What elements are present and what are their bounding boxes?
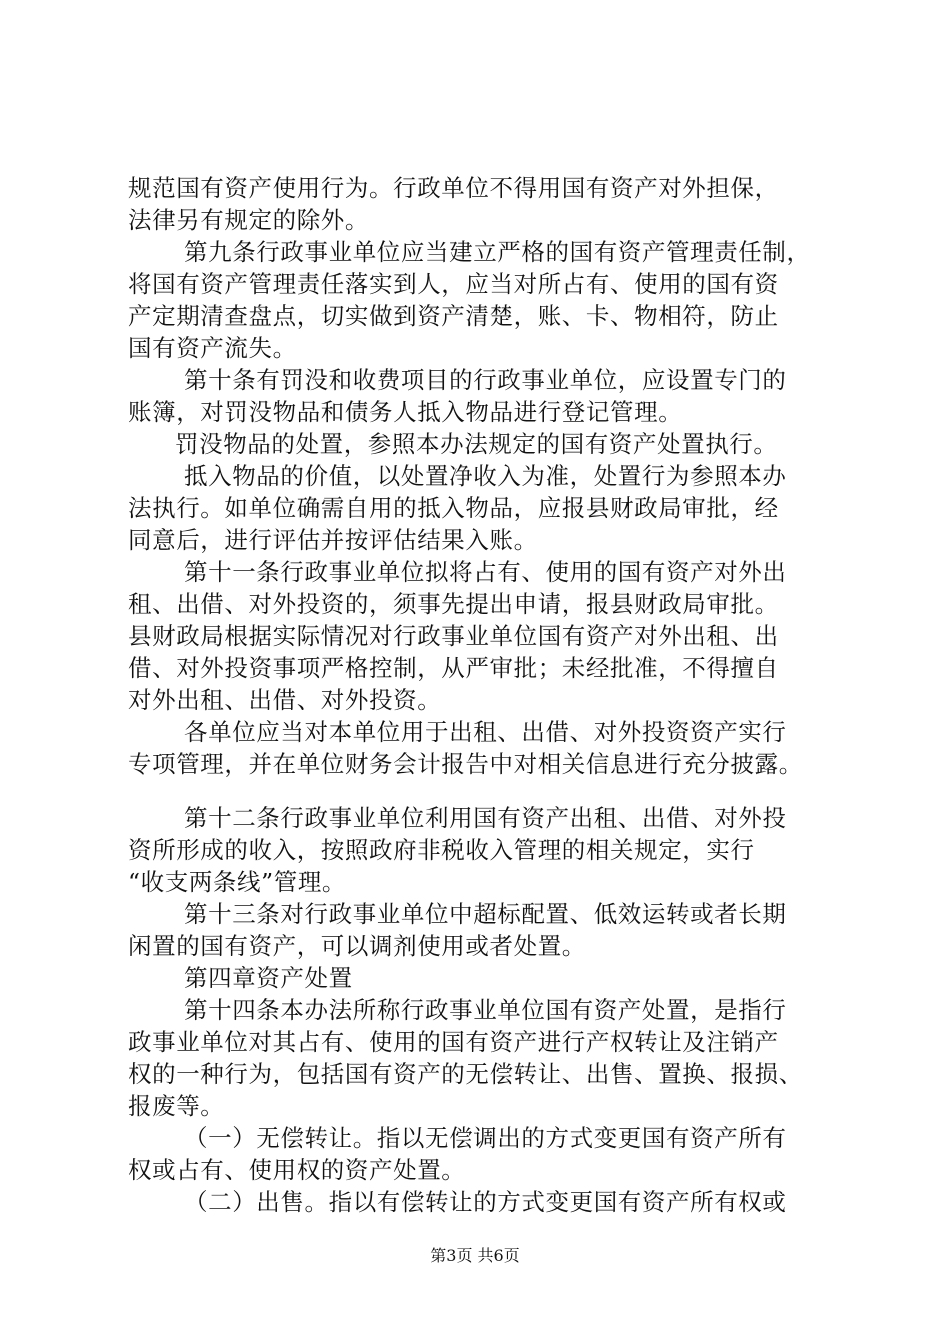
text-line: （二）出售。指以有偿转让的方式变更国有资产所有权或 [184,1188,787,1216]
text-line: 第九条行政事业单位应当建立严格的国有资产管理责任制， [184,238,811,266]
text-line: 第四章资产处置 [184,964,353,992]
text-line: 第十条有罚没和收费项目的行政事业单位，应设置专门的 [184,366,787,394]
text-line: 账簿，对罚没物品和债务人抵入物品进行登记管理。 [128,398,683,426]
text-line: 同意后，进行评估并按评估结果入账。 [128,526,538,554]
text-line: （一）无偿转让。指以无偿调出的方式变更国有资产所有 [184,1124,787,1152]
text-line: 报废等。 [128,1092,225,1120]
text-line: 产定期清查盘点，切实做到资产清楚，账、卡、物相符，防止 [128,302,779,330]
text-line: 租、出借、对外投资的，须事先提出申请，报县财政局审批。 [128,590,779,618]
paragraph-gap [128,780,844,802]
text-line: 权或占有、使用权的资产处置。 [128,1156,466,1184]
text-line: 第十二条行政事业单位利用国有资产出租、出借、对外投 [184,804,787,832]
text-line: 政事业单位对其占有、使用的国有资产进行产权转让及注销产 [128,1028,779,1056]
text-line: 第十三条对行政事业单位中超标配置、低效运转或者长期 [184,900,787,928]
text-line: 专项管理，并在单位财务会计报告中对相关信息进行充分披露。 [128,750,803,778]
text-line: 对外出租、出借、对外投资。 [128,686,442,714]
text-line: 县财政局根据实际情况对行政事业单位国有资产对外出租、出 [128,622,779,650]
page-footer: 第3页 共6页 [430,1246,520,1265]
text-line: 借、对外投资事项严格控制，从严审批；未经批准，不得擅自 [128,654,779,682]
document-body [128,172,844,1218]
text-line: 法律另有规定的除外。 [128,206,369,234]
text-line: 法执行。如单位确需自用的抵入物品，应报县财政局审批，经 [128,494,779,522]
text-line: 将国有资产管理责任落实到人，应当对所占有、使用的国有资 [128,270,779,298]
text-line: 规范国有资产使用行为。行政单位不得用国有资产对外担保， [128,174,779,202]
text-line: 闲置的国有资产，可以调剂使用或者处置。 [128,932,586,960]
text-line: “收支两条线”管理。 [128,868,347,896]
text-line: 国有资产流失。 [128,334,297,362]
text-line: 资所形成的收入，按照政府非税收入管理的相关规定，实行 [128,836,755,864]
text-line: 罚没物品的处置，参照本办法规定的国有资产处置执行。 [175,430,778,458]
text-line: 第十一条行政事业单位拟将占有、使用的国有资产对外出 [184,558,787,586]
text-line: 第十四条本办法所称行政事业单位国有资产处置，是指行 [184,996,787,1024]
text-line: 权的一种行为，包括国有资产的无偿转让、出售、置换、报损、 [128,1060,803,1088]
text-line: 抵入物品的价值，以处置净收入为准，处置行为参照本办 [184,462,787,490]
text-line: 各单位应当对本单位用于出租、出借、对外投资资产实行 [184,718,787,746]
